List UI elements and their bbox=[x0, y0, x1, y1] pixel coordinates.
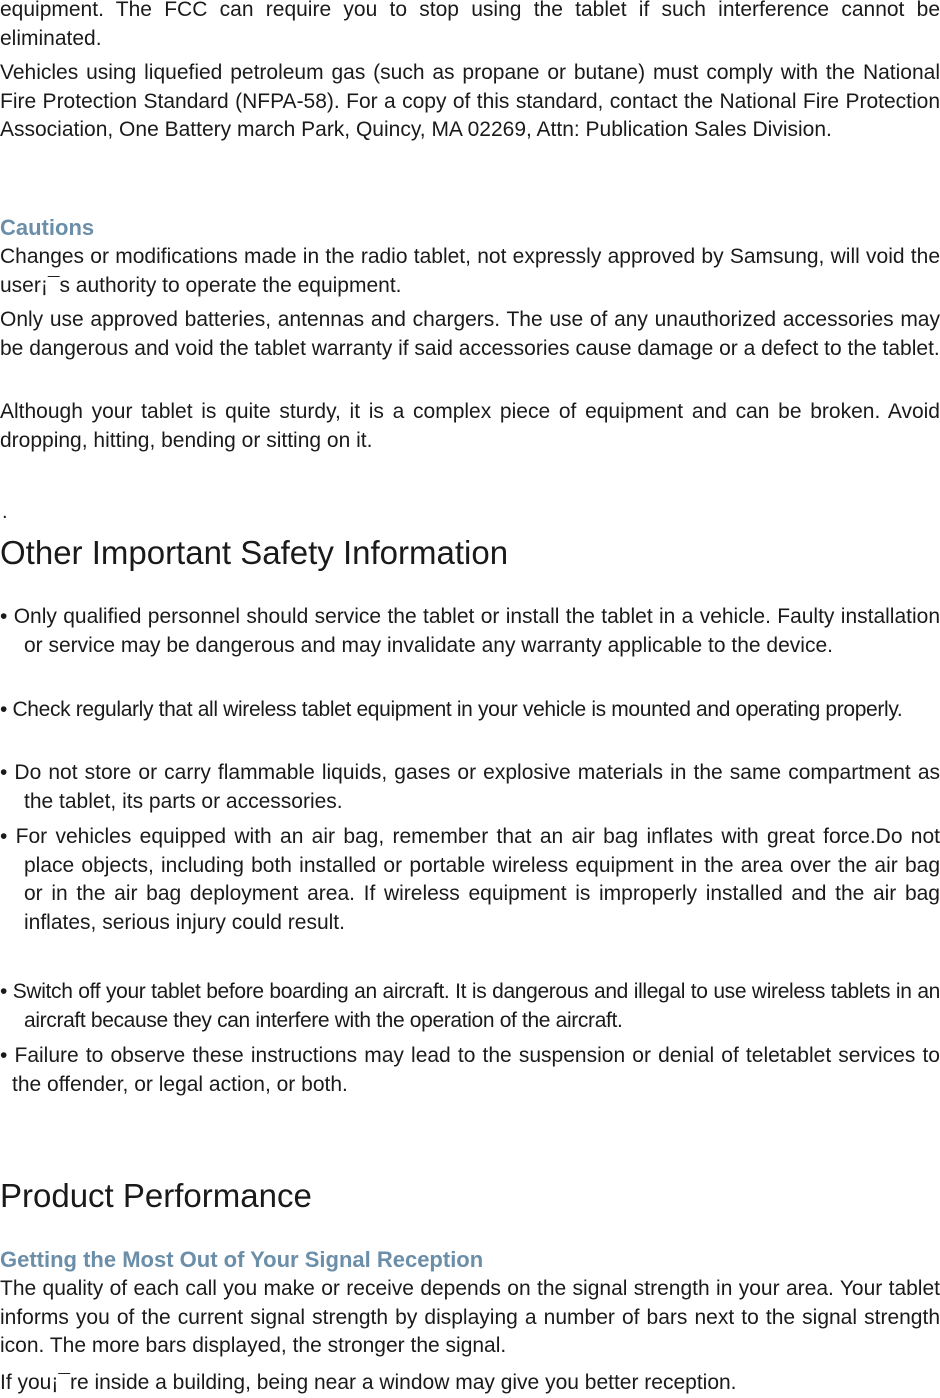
cautions-heading: Cautions bbox=[0, 215, 95, 240]
intro-paragraph-lpg: Vehicles using liquefied petroleum gas (such as propane or butane) must comply with the National Fire Protection Standard (NFPA-58). For a copy of this standard, contact the National Fire Protection Association, One Battery march Park, Quincy, MA 02269, Attn: Publication Sales Division. bbox=[0, 61, 940, 141]
cautions-paragraph-modifications: Changes or modifications made in the radio tablet, not expressly approved by Samsung, will void the user¡¯s authority to operate the equipment. bbox=[0, 245, 940, 297]
safety-bullet-qualified: • Only qualified personnel should service the tablet or install the tablet in a vehicle. Faulty installation or service may be dangerous and may invalidate any warranty applicable to the device. bbox=[0, 605, 940, 657]
safety-bullet-flammable: • Do not store or carry flammable liquids, gases or explosive materials in the same compartment as the tablet, its parts or accessories. bbox=[0, 761, 940, 813]
performance-paragraph-quality: The quality of each call you make or receive depends on the signal strength in your area. Your tablet informs you of the current signal strength by displaying a number of bars next to the signal strength icon. The more bars displayed, the stronger the signal. bbox=[0, 1277, 940, 1357]
performance-paragraph-window: If you¡¯re inside a building, being near a window may give you better reception. bbox=[0, 1371, 737, 1394]
safety-heading: Other Important Safety Information bbox=[0, 534, 509, 571]
performance-heading: Product Performance bbox=[0, 1177, 312, 1214]
safety-bullet-check: • Check regularly that all wireless tablet equipment in your vehicle is mounted and operating properly. bbox=[0, 698, 903, 721]
cautions-paragraph-sturdy: Although your tablet is quite sturdy, it is a complex piece of equipment and can be broken. Avoid dropping, hitting, bending or sitting on it. bbox=[0, 400, 940, 452]
safety-bullet-aircraft: • Switch off your tablet before boarding an aircraft. It is dangerous and illegal to use wireless tablets in an aircraft because they can interfere with the operation of the aircraft. bbox=[0, 980, 940, 1032]
stray-dot: . bbox=[2, 501, 8, 523]
intro-paragraph-fcc: equipment. The FCC can require you to stop using the tablet if such interference cannot be eliminated. bbox=[0, 0, 940, 50]
cautions-paragraph-accessories: Only use approved batteries, antennas and chargers. The use of any unauthorized accessories may be dangerous and void the tablet warranty if said accessories cause damage or a defect to the tablet. bbox=[0, 308, 940, 360]
performance-subheading: Getting the Most Out of Your Signal Reception bbox=[0, 1247, 484, 1272]
safety-bullet-airbag: • For vehicles equipped with an air bag, remember that an air bag inflates with great force.Do not place objects, including both installed or portable wireless equipment in the area over the air bag or in the air bag deployment area. If wireless equipment is improperly installed and the air bag inflates, serious injury could result. bbox=[0, 825, 940, 934]
safety-bullet-failure: • Failure to observe these instructions may lead to the suspension or denial of teletablet services to the offender, or legal action, or both. bbox=[0, 1044, 940, 1096]
